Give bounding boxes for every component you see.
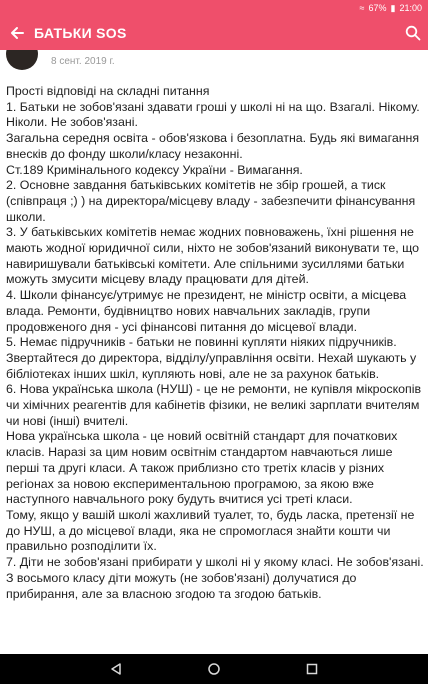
post-paragraph: 3. У батьківських комітетів немає жодних повноважень, їхні рішення не мають жодної юридичної сили, ніхто не зобов'язаний виконувати те, що навиришували батьківські комітети. Але спільними зусиллями батьки можуть змусити місцеву владу працювати для дітей.: [6, 225, 420, 287]
post-content[interactable]: [0, 50, 428, 654]
search-button[interactable]: [398, 16, 428, 50]
nav-recents-button[interactable]: [302, 659, 322, 679]
post-paragraph: 4. Школи фінансує/утримує не президент, не міністр освіти, а місцева влада. Ремонти, будівництво нових навчальних закладів, групи продовженого дня - усі фінансові питання до місцевої влади.: [6, 288, 407, 334]
page-title: БАТЬКИ SOS: [34, 25, 127, 41]
clock: 21:00: [399, 3, 422, 13]
author-name[interactable]: [51, 50, 115, 52]
post-paragraph: Прості відповіді на складні питання: [6, 84, 210, 98]
nav-back-button[interactable]: [106, 659, 126, 679]
nav-recents-icon: [305, 662, 319, 676]
post-header: [6, 50, 115, 74]
back-arrow-icon: [9, 25, 25, 41]
post-paragraph: Тому, якщо у вашій школі жахливий туалет, то, будь ласка, претензії не до НУШ, а до місцевої влади, яка не спромоглася знайти кошти чи правильно розподілити їх.: [6, 507, 415, 554]
system-nav-bar: [0, 654, 428, 684]
back-button[interactable]: [0, 16, 34, 50]
post-paragraph: Нова українська школа - це новий освітній стандарт для початкових класів. Наразі за цим новим освітнім стандартом навчаються лише перші та другі класи. А також приблизно сто третіх класів у різних регіонах за новою експериментальною програмою, за якою вже наступного навчального року будуть вчитися усі треті класи.: [6, 429, 398, 507]
nav-home-icon: [207, 662, 221, 676]
battery-icon: ▮: [390, 2, 396, 13]
post-paragraph: 2. Основне завдання батьківських комітетів не збір грошей, а тиск (співпраця ;) ) на директора/місцеву владу - забезпечити фінансування школи.: [6, 178, 416, 224]
app-toolbar: [0, 16, 428, 50]
battery-level: 67%: [368, 3, 387, 13]
status-bar: [0, 0, 428, 16]
post-paragraph: 6. Нова українська школа (НУШ) - це не ремонти, не купівля мікроскопів чи хімічних реагентів для кабінетів фізики, не великі зарплати вчителям чи нові (інші) вчителі.: [6, 382, 422, 428]
nav-back-icon: [109, 662, 123, 676]
post-paragraph: 7. Діти не зобов'язані прибирати у школі ні у якому класі. Не зобов'язані. З восьмого класу діти можуть (не зобов'язані) долучатися до прибирання, але за власною згодою та згодою батьків.: [6, 555, 424, 601]
author-avatar[interactable]: [6, 50, 38, 70]
post-meta: [51, 50, 115, 67]
post-paragraph: Ст.189 Кримінального кодексу України - Вимагання.: [6, 162, 303, 177]
nav-home-button[interactable]: [204, 659, 224, 679]
post-date: 8 сент. 2019 г.: [51, 56, 115, 67]
post-body: [6, 84, 424, 602]
post-paragraph: 1. Батьки не зобов'язані здавати гроші у школі ні на що. Взагалі. Нікому. Ніколи. Не зобов'язані.: [6, 99, 420, 130]
wifi-icon: ≈: [359, 3, 365, 13]
post-paragraph: 5. Немає підручників - батьки не повинні купляти ніяких підручників. Звертайтеся до директора, відділу/управління освіти. Нехай шукають у бібліотеках інших шкіл, купляють нові, але не за рахунок батьків.: [6, 335, 417, 381]
search-icon: [405, 25, 421, 41]
post-paragraph: Загальна середня освіта - обов'язкова і безоплатна. Будь які вимагання внесків до фонду школи/класу незаконні.: [6, 131, 420, 161]
